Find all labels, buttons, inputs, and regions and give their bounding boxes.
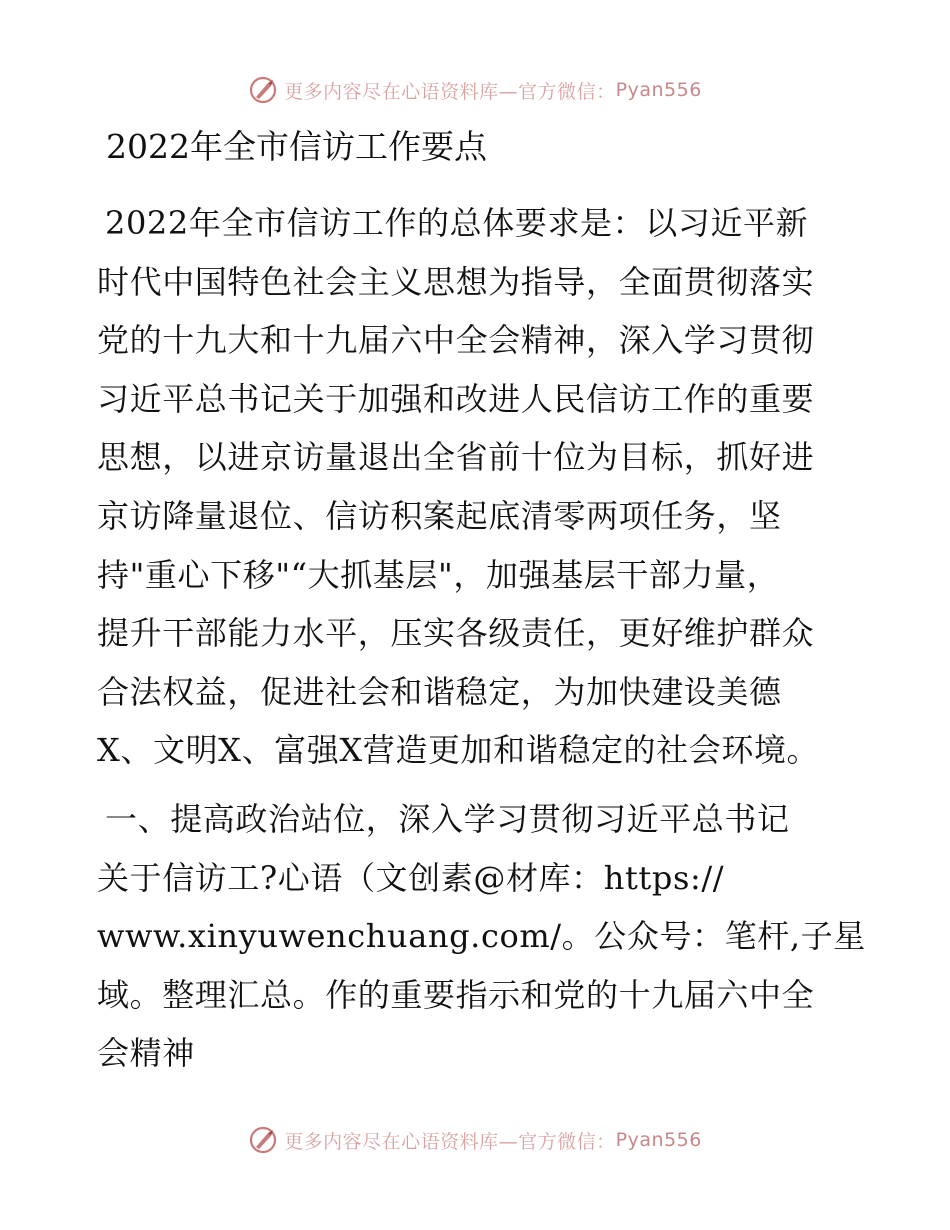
text-line: 持"重心下移"“大抓基层"，加强基层干部力量， [97, 555, 780, 594]
text-line: 思想，以进京访量退出全省前十位为目标，抓好进 [97, 438, 815, 477]
document-title: 2022年全市信访工作要点 [106, 127, 487, 166]
text-line: 习近平总书记关于加强和改进人民信访工作的重要 [97, 379, 815, 418]
banner-account: Pyan556 [615, 1129, 702, 1151]
text-line: 时代中国特色社会主义思想为指导，全面贯彻落实 [97, 262, 815, 301]
watermark-banner-bottom [0, 1120, 950, 1160]
text-line: 会精神 [97, 1034, 195, 1073]
text-line: 关于信访工?心语（文创素@材库：https:// [97, 858, 725, 897]
text-line: www.xinyuwenchuang.com/。公众号：笔杆,子星 [97, 917, 866, 956]
text-line: 一、提高政治站位，深入学习贯彻习近平总书记 [105, 800, 790, 838]
watermark-banner-top [0, 70, 950, 110]
banner-text: 更多内容尽在心语资料库—官方微信： [284, 80, 616, 103]
text-line: 合法权益，促进社会和谐稳定，为加快建设美德 [97, 672, 782, 711]
text-line: 党的十九大和十九届六中全会精神，深入学习贯彻 [97, 321, 815, 360]
paragraph-section-one [97, 790, 866, 1083]
text-line: 京访降量退位、信访积案起底清零两项任务，坚 [97, 496, 782, 535]
paragraph-overview [97, 194, 857, 780]
text-line: 域。整理汇总。作的重要指示和党的十九届六中全 [97, 975, 815, 1014]
quill-pen-icon [248, 75, 278, 105]
quill-pen-icon [248, 1125, 278, 1155]
banner-text: 更多内容尽在心语资料库—官方微信： [284, 1130, 616, 1153]
text-line: X、文明X、富强X营造更加和谐稳定的社会环境。 [97, 731, 820, 770]
text-line: 2022年全市信访工作的总体要求是：以习近平新 [105, 204, 809, 242]
banner-account: Pyan556 [615, 79, 702, 101]
text-line: 提升干部能力水平，压实各级责任，更好维护群众 [97, 614, 815, 653]
